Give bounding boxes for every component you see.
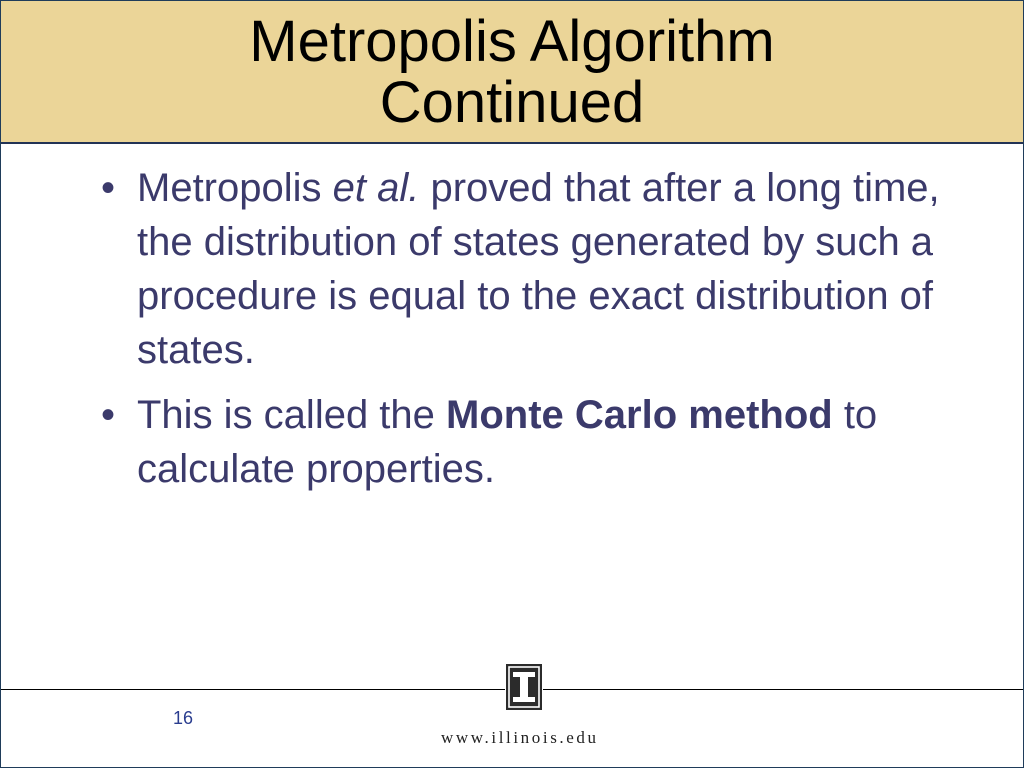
block-i-logo-icon [505, 663, 543, 711]
bullet-text-start: This is called the [137, 393, 447, 437]
bullet-icon: • [101, 166, 116, 210]
slide-title [1, 11, 1023, 133]
bullet-text-end: to calculate properties. [137, 393, 878, 491]
bullet-emphasis: et al. [332, 166, 420, 210]
bullet-item [101, 388, 961, 496]
title-band [1, 1, 1023, 144]
bullet-text-start: Metropolis [137, 166, 333, 210]
bullet-item [101, 161, 961, 377]
bullet-strong: Monte Carlo method [446, 393, 833, 437]
logo-graphic [505, 663, 543, 711]
bullet-text-end: proved that after a long time, the distribution of states generated by such a procedure is equal to the exact distribution of states. [137, 166, 940, 372]
title-line-2: Continued [379, 70, 645, 135]
bullet-icon: • [101, 393, 116, 437]
bullet-list [101, 161, 961, 507]
title-line-1: Metropolis Algorithm [249, 9, 775, 74]
page-number: 16 [173, 708, 194, 728]
footer-url: www.illinois.edu [441, 728, 599, 747]
